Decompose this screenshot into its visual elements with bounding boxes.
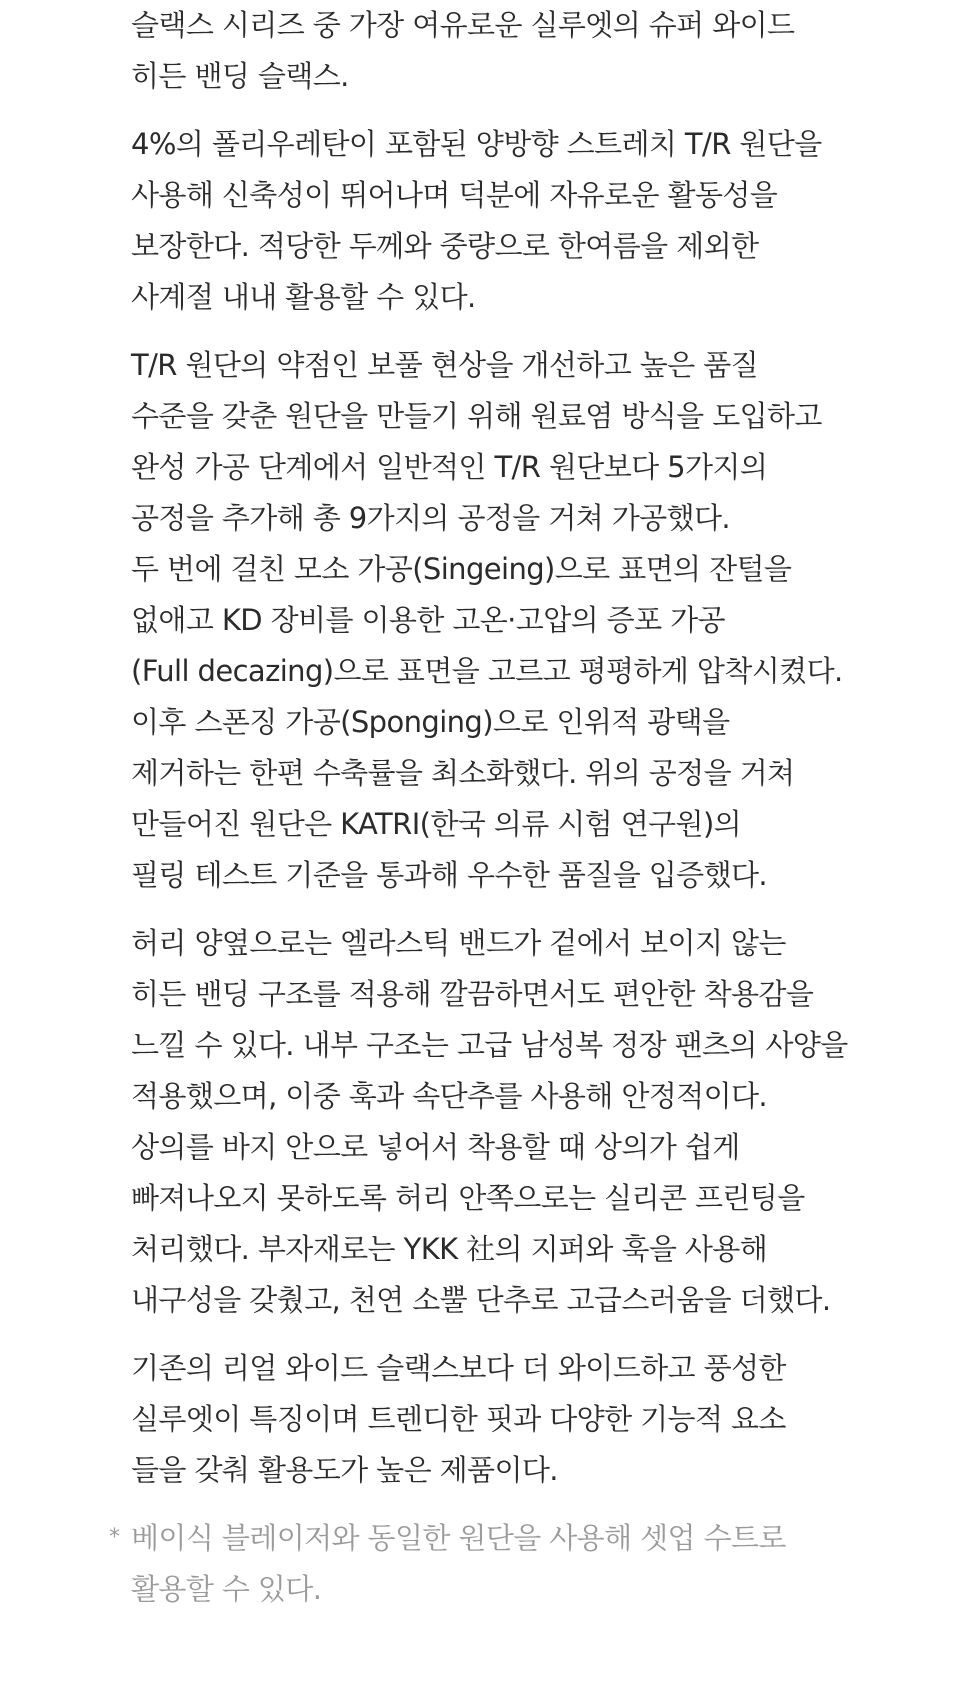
text-line: 4%의 폴리우레탄이 포함된 양방향 스트레치 T/R 원단을 <box>131 127 822 161</box>
text-line: (Full decazing)으로 표면을 고르고 평평하게 압착시켰다. <box>131 654 843 688</box>
description-paragraph-construction <box>131 918 931 1326</box>
text-line: 보장한다. 적당한 두께와 중량으로 한여름을 제외한 <box>131 229 759 263</box>
text-line: 상의를 바지 안으로 넣어서 착용할 때 상의가 쉽게 <box>131 1130 740 1164</box>
text-line: 히든 밴딩 슬랙스. <box>131 59 349 93</box>
text-line: 두 번에 걸친 모소 가공(Singeing)으로 표면의 잔털을 <box>131 552 792 586</box>
footnote-line: 베이식 블레이저와 동일한 원단을 사용해 셋업 수트로 <box>131 1521 786 1555</box>
text-line: 적용했으며, 이중 훅과 속단추를 사용해 안정적이다. <box>131 1079 768 1113</box>
text-line: 만들어진 원단은 KATRI(한국 의류 시험 연구원)의 <box>131 807 742 841</box>
description-paragraph-fabric <box>131 119 931 323</box>
footnote-line: 활용할 수 있다. <box>131 1572 322 1606</box>
text-line: 제거하는 한편 수축률을 최소화했다. 위의 공정을 거쳐 <box>131 756 795 790</box>
text-line: 사계절 내내 활용할 수 있다. <box>131 280 476 314</box>
footnote <box>109 1513 931 1615</box>
text-line: 필링 테스트 기준을 통과해 우수한 품질을 입증했다. <box>131 858 768 892</box>
text-line: 들을 갖춰 활용도가 높은 제품이다. <box>131 1453 558 1487</box>
description-paragraph-intro <box>131 0 931 102</box>
text-line: 사용해 신축성이 뛰어나며 덕분에 자유로운 활동성을 <box>131 178 778 212</box>
text-line: 처리했다. 부자재로는 YKK 社의 지퍼와 훅을 사용해 <box>131 1232 768 1266</box>
text-line: 이후 스폰징 가공(Sponging)으로 인위적 광택을 <box>131 705 730 739</box>
text-line: 빠져나오지 못하도록 허리 안쪽으로는 실리콘 프린팅을 <box>131 1181 805 1215</box>
text-line: 느낄 수 있다. 내부 구조는 고급 남성복 정장 팬츠의 사양을 <box>131 1028 848 1062</box>
text-line: 없애고 KD 장비를 이용한 고온·고압의 증포 가공 <box>131 603 725 637</box>
text-line: 공정을 추가해 총 9가지의 공정을 거쳐 가공했다. <box>131 501 731 535</box>
text-line: 허리 양옆으로는 엘라스틱 밴드가 겉에서 보이지 않는 <box>131 926 786 960</box>
text-line: 수준을 갖춘 원단을 만들기 위해 원료염 방식을 도입하고 <box>131 399 822 433</box>
text-line: 히든 밴딩 구조를 적용해 깔끔하면서도 편안한 착용감을 <box>131 977 814 1011</box>
footnote-marker: * <box>109 1525 120 1550</box>
description-paragraph-process <box>131 340 931 901</box>
text-line: T/R 원단의 약점인 보풀 현상을 개선하고 높은 품질 <box>131 348 759 382</box>
description-paragraph-summary <box>131 1343 931 1496</box>
text-line: 내구성을 갖췄고, 천연 소뿔 단추로 고급스러움을 더했다. <box>131 1283 831 1317</box>
text-line: 기존의 리얼 와이드 슬랙스보다 더 와이드하고 풍성한 <box>131 1351 786 1385</box>
product-description <box>109 0 931 1615</box>
text-line: 실루엣이 특징이며 트렌디한 핏과 다양한 기능적 요소 <box>131 1402 786 1436</box>
text-line: 슬랙스 시리즈 중 가장 여유로운 실루엣의 슈퍼 와이드 <box>131 8 795 42</box>
text-line: 완성 가공 단계에서 일반적인 T/R 원단보다 5가지의 <box>131 450 768 484</box>
